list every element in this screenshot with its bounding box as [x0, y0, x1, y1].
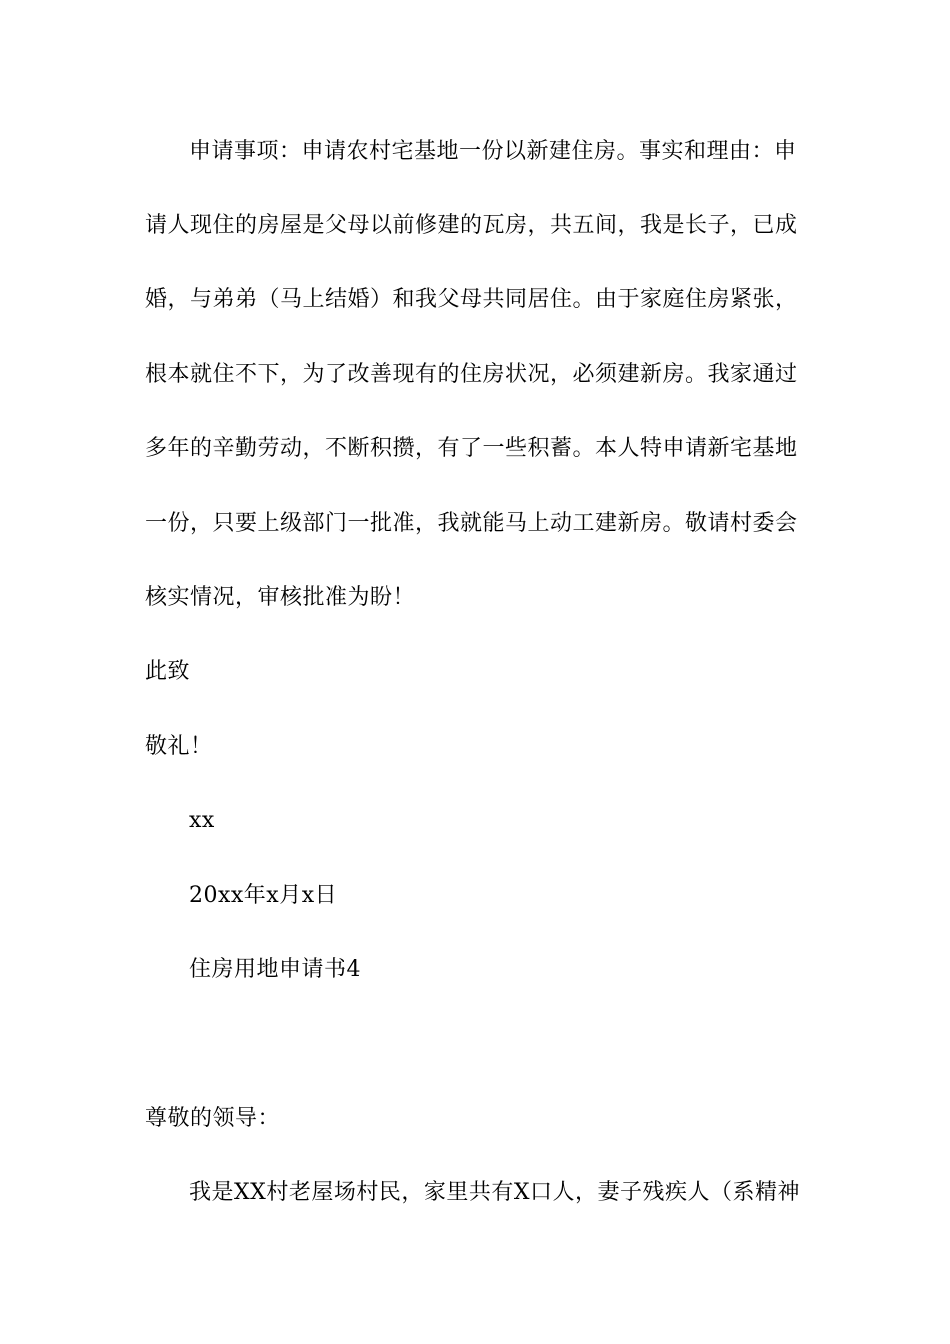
date: 20xx年x月x日	[189, 883, 338, 908]
section-title: 住房用地申请书4	[189, 957, 361, 982]
paragraph-line: 我是XX村老屋场村民，家里共有X口人，妻子残疾人（系精神	[189, 1180, 800, 1205]
closing-line-2: 敬礼！	[145, 734, 213, 759]
signature: xx	[189, 808, 215, 833]
paragraph-line: 请人现住的房屋是父母以前修建的瓦房，共五间，我是长子，已成	[145, 213, 798, 238]
paragraph-line: 申请事项：申请农村宅基地一份以新建住房。事实和理由：申	[189, 139, 797, 164]
closing-line-1: 此致	[145, 659, 191, 684]
paragraph-line: 一份，只要上级部门一批准，我就能马上动工建新房。敬请村委会	[145, 511, 798, 536]
paragraph-line: 多年的辛勤劳动，不断积攒，有了一些积蓄。本人特申请新宅基地	[145, 436, 798, 461]
salutation: 尊敬的领导：	[145, 1106, 281, 1131]
paragraph-line: 婚，与弟弟（马上结婚）和我父母共同居住。由于家庭住房紧张，	[145, 287, 798, 312]
paragraph-line: 核实情况，审核批准为盼！	[145, 585, 416, 610]
paragraph-line: 根本就住不下，为了改善现有的住房状况，必须建新房。我家通过	[145, 362, 798, 387]
